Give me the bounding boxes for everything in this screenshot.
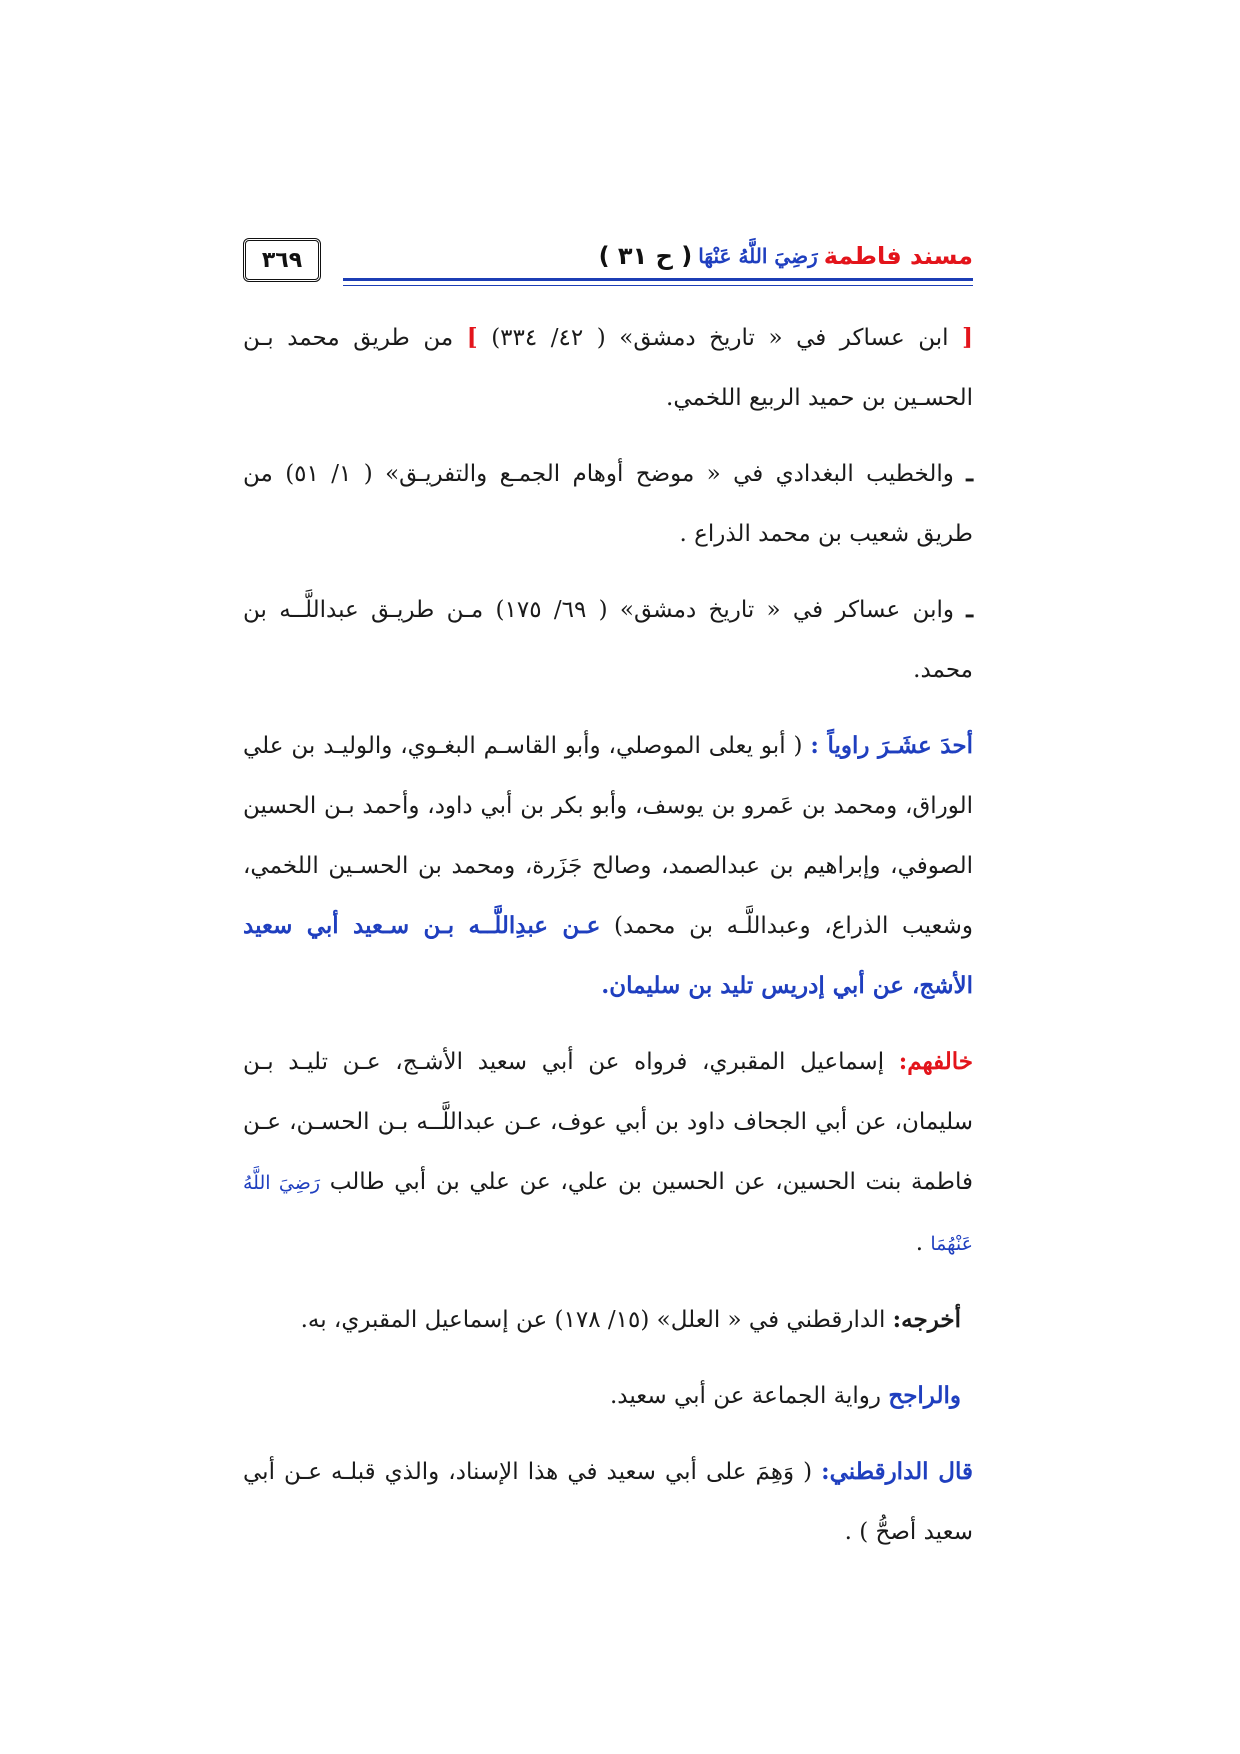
paragraph-text: والخطيب البغدادي في « موضح أوهام الجمـع والتفريـق» ( ١/ ٥١) من طريق شعيب بن محمد الذراع .: [243, 461, 973, 547]
page-body: [243, 308, 973, 1578]
honorific-glyph: رَضِيَ اللَّهُ عَنْهَا: [698, 244, 818, 268]
paragraph-eleven-narrators: [243, 716, 973, 1016]
paragraph-ibn-asakir-2: [243, 580, 973, 700]
paragraph-text: ( أبو يعلى الموصلي، وأبو القاسـم البغـوي، والوليـد بن علي الوراق، ومحمد بن عَمرو بن يوسف، وأبو بكر بن أبي داود، وأحمد بـن الحسين الصوفي، وإبراهيم بن عبدالصمد، وصالح جَزَرة، ومحمد بن الحسـين اللخمي، وشعيب الذراع، وعبداللَّـه بن محمد): [243, 733, 973, 939]
section-label: والراجح: [888, 1382, 961, 1409]
header-rule: [343, 278, 973, 286]
paragraph-preferred: [243, 1366, 961, 1426]
title-main: مسند فاطمة: [823, 242, 973, 270]
paragraph-text: رواية الجماعة عن أبي سعيد.: [609, 1383, 889, 1409]
paragraph-takhrij: [243, 1290, 961, 1350]
section-label: قال الدارقطني:: [821, 1458, 973, 1485]
page-number: ٣٦٩: [243, 238, 321, 282]
paragraph-end: .: [915, 1230, 931, 1256]
paragraph-text: ابن عساكر في « تاريخ دمشق» ( ٤٢/ ٣٣٤): [477, 325, 963, 351]
page-header: [243, 238, 973, 298]
dash-marker: ـ: [966, 596, 974, 623]
close-bracket: ]: [466, 324, 478, 351]
isnad-chain: عـن عبدِاللَّــه بـن سـعيد أبي سعيد الأشج، عن أبي إدريس تليد بن سليمان.: [243, 912, 973, 999]
section-label: أخرجه:: [892, 1306, 961, 1333]
paragraph-daraqutni: [243, 1442, 973, 1562]
open-bracket: [: [962, 324, 973, 351]
paragraph-text: الدارقطني في « العلل» (١٥/ ١٧٨) عن إسماعيل المقبري، به.: [300, 1307, 893, 1333]
paragraph-contradiction: [243, 1032, 973, 1274]
dash-marker: ـ: [966, 460, 974, 487]
section-label: أحدَ عشَـرَ راوياً :: [810, 732, 973, 759]
paragraph-text: ( وَهِمَ على أبي سعيد في هذا الإسناد، والذي قبلـه عـن أبي سعيد أصحُّ ) .: [243, 1459, 973, 1545]
honorific-glyph: رَضِيَ اللَّهُ عَنْهُمَا: [243, 1172, 973, 1255]
paragraph-text: إسماعيل المقبري، فرواه عن أبي سعيد الأشـج، عـن تليـد بـن سليمان، عن أبي الجحاف داود بن أبي عوف، عـن عبداللَّــه بـن الحسـن، عـن فاطمة بنت الحسين، عن الحسين بن علي، عن علي بن أبي طالب: [243, 1049, 973, 1195]
section-label: خالفهم:: [898, 1048, 973, 1075]
paragraph-text: وابن عساكر في « تاريخ دمشق» ( ٦٩/ ١٧٥) مـن طريـق عبداللَّــه بن محمد.: [243, 597, 973, 683]
hadith-number: ( ح ٣١ ): [598, 242, 693, 270]
paragraph-text: من طريق محمد بـن الحسـين بن حميد الربيع اللخمي.: [243, 325, 973, 411]
paragraph-khatib: [243, 444, 973, 564]
running-title: [599, 238, 973, 274]
paragraph-ibn-asakir-1: [243, 308, 973, 428]
